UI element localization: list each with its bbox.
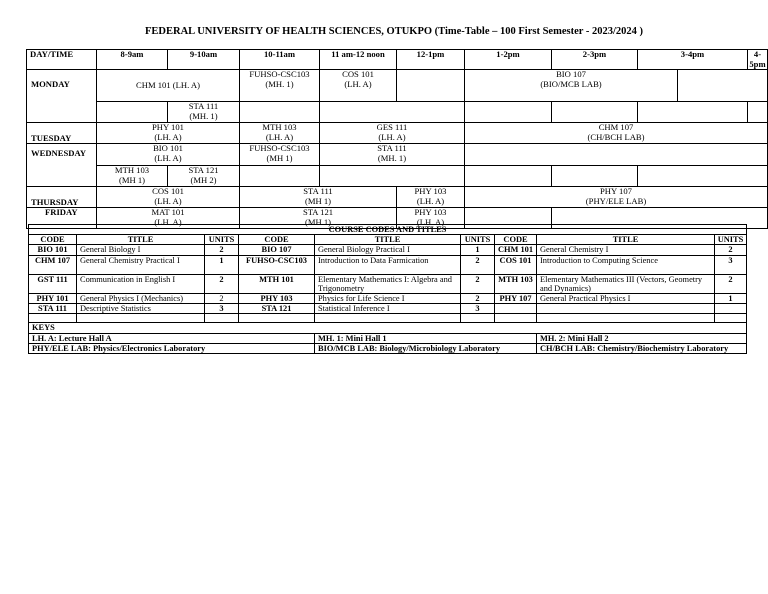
course-code: COS 101	[152, 186, 184, 197]
course-units: 1	[205, 255, 239, 274]
time-1-2pm: 1-2pm	[465, 50, 552, 70]
course-codes-heading: COURSE CODES AND TITLES	[29, 225, 747, 235]
course-title: General Chemistry I	[537, 245, 715, 255]
col-code: CODE	[29, 235, 77, 245]
course-units: 2	[715, 245, 747, 255]
course-code: FUHSO-CSC103	[239, 255, 315, 274]
empty-cell	[537, 314, 715, 323]
monday-row-1	[27, 70, 768, 102]
key-mh2: MH. 2: Mini Hall 2	[537, 333, 747, 343]
course-code: PHY 103	[414, 207, 447, 218]
course-code: COS 101	[495, 255, 537, 274]
course-title: Introduction to Data Farmication	[315, 255, 461, 274]
course-title: General Biology Practical I	[315, 245, 461, 255]
venue: (MH 1)	[118, 174, 146, 185]
time-10-11am: 10-11am	[240, 50, 320, 70]
course-code: PHY 103	[414, 186, 447, 197]
timetable	[26, 49, 768, 229]
slot-empty	[638, 166, 768, 187]
empty-cell	[315, 314, 461, 323]
key-mh1: MH. 1: Mini Hall 1	[315, 333, 537, 343]
slot-sta111	[168, 102, 240, 123]
course-units: 3	[205, 304, 239, 314]
slot-empty	[552, 166, 638, 187]
venue: (LH. A)	[378, 131, 406, 142]
venue: (MH. 1)	[189, 110, 218, 121]
slot-bio101	[97, 144, 240, 166]
col-title: TITLE	[537, 235, 715, 245]
slot-empty	[465, 102, 552, 123]
course-code: CHM 101	[495, 245, 537, 255]
course-title: Introduction to Computing Science	[537, 255, 715, 274]
day-monday: MONDAY	[27, 70, 97, 123]
slot-empty	[552, 102, 638, 123]
wednesday-row-2	[27, 166, 768, 187]
slot-ges111	[320, 123, 465, 144]
venue: (BIO/MCB LAB)	[540, 78, 602, 89]
course-code: PHY 101	[29, 294, 77, 304]
course-code: CHM 107	[29, 255, 77, 274]
col-title: TITLE	[77, 235, 205, 245]
time-12-1pm: 12-1pm	[397, 50, 465, 70]
course-code: STA 121	[239, 304, 315, 314]
slot-chm101: CHM 101 (LH. A)	[97, 70, 240, 102]
course-units: 2	[461, 255, 495, 274]
col-code: CODE	[495, 235, 537, 245]
empty-cell	[205, 314, 239, 323]
empty-cell	[77, 314, 205, 323]
course-code: STA 111	[29, 304, 77, 314]
course-code: GES 111	[376, 122, 408, 133]
course-units: 2	[205, 274, 239, 293]
course-title: General Chemistry Practical I	[77, 255, 205, 274]
course-code: BIO 107	[239, 245, 315, 255]
slot-phy103	[397, 187, 465, 208]
course-code	[495, 304, 537, 314]
key-lha: LH. A: Lecture Hall A	[29, 333, 315, 343]
time-3-4pm: 3-4pm	[638, 50, 748, 70]
slot-empty	[465, 166, 552, 187]
course-units: 2	[205, 245, 239, 255]
course-code: MTH 103	[114, 165, 150, 176]
course-code: GST 111	[29, 274, 77, 293]
slot-empty	[748, 102, 768, 123]
course-units: 3	[461, 304, 495, 314]
venue: (LH. A)	[416, 195, 445, 206]
slot-sta111	[320, 144, 465, 166]
course-units: 1	[715, 294, 747, 304]
slot-bio107	[465, 70, 678, 102]
time-2-3pm: 2-3pm	[552, 50, 638, 70]
col-units: UNITS	[715, 235, 747, 245]
course-units: 2	[461, 274, 495, 293]
time-4-5pm: 4-5pm	[749, 49, 766, 69]
course-code: PHY 107	[495, 294, 537, 304]
corner-label: DAY/TIME	[27, 50, 97, 70]
col-code: CODE	[239, 235, 315, 245]
table-row	[29, 304, 747, 314]
course-title: Communication in English I	[77, 274, 205, 293]
course-title: General Practical Physics I	[537, 294, 715, 304]
time-9-10am: 9-10am	[168, 50, 240, 70]
course-title: Physics for Life Science I	[315, 294, 461, 304]
table-row-empty	[29, 314, 747, 323]
venue: (LH. A)	[154, 195, 182, 206]
key-bio-lab: BIO/MCB LAB: Biology/Microbiology Laboratory	[315, 343, 537, 353]
slot-empty	[397, 70, 465, 102]
course-units: 3	[715, 255, 747, 274]
keys-row-2	[29, 343, 747, 353]
course-units: 1	[461, 245, 495, 255]
slot-empty	[97, 102, 168, 123]
course-units: 2	[715, 274, 747, 293]
venue: (PHY/ELE LAB)	[585, 195, 647, 206]
course-code: BIO 101	[29, 245, 77, 255]
wednesday-row-1	[27, 144, 768, 166]
course-units: 2	[205, 294, 239, 304]
venue: (MH 1)	[304, 195, 332, 206]
course-title	[537, 304, 715, 314]
course-code: MAT 101	[151, 207, 185, 218]
table-row	[29, 255, 747, 274]
keys-label: KEYS	[29, 323, 747, 333]
slot-cos101	[97, 187, 240, 208]
day-wednesday: WEDNESDAY	[27, 144, 97, 187]
slot-sta121	[168, 166, 240, 187]
slot-mth103	[97, 166, 168, 187]
day-thursday: THURSDAY	[27, 187, 97, 208]
course-code: STA 121	[302, 207, 334, 218]
day-tuesday: TUESDAY	[27, 123, 97, 144]
venue: (LH. A)	[154, 131, 182, 142]
course-code: MTH 103	[495, 274, 537, 293]
col-title: TITLE	[315, 235, 461, 245]
course-title: Descriptive Statistics	[77, 304, 205, 314]
time-8-9am: 8-9am	[97, 50, 168, 70]
tuesday-row	[27, 123, 768, 144]
empty-cell	[461, 314, 495, 323]
table-row	[29, 294, 747, 304]
course-code: STA 111	[188, 101, 219, 112]
slot-fuhso-csc103	[240, 70, 320, 102]
slot-empty	[465, 144, 768, 166]
monday-row-2	[27, 102, 768, 123]
slot-cos101	[320, 70, 397, 102]
venue: (CH/BCH LAB)	[587, 131, 645, 142]
day-friday: FRIDAY	[27, 208, 97, 229]
course-codes-header-row	[29, 235, 747, 245]
slot-empty	[678, 70, 768, 102]
document-title: FEDERAL UNIVERSITY OF HEALTH SCIENCES, OTUKPO (Time-Table – 100 First Semester - 2023/2024 )	[144, 26, 643, 37]
slot-empty	[320, 166, 465, 187]
timetable-header-row	[27, 50, 768, 70]
thursday-row	[27, 187, 768, 208]
empty-cell	[495, 314, 537, 323]
venue: (MH 1)	[266, 152, 293, 163]
col-units: UNITS	[461, 235, 495, 245]
course-title: General Biology I	[77, 245, 205, 255]
venue: (MH. 1)	[265, 78, 294, 89]
empty-cell	[715, 314, 747, 323]
course-title: Elementary Mathematics III (Vectors, Geometry and Dynamics)	[537, 274, 715, 293]
slot-empty	[240, 166, 320, 187]
course-code: STA 121	[188, 165, 219, 176]
keys-row-1	[29, 333, 747, 343]
slot-phy107	[465, 187, 768, 208]
course-code: COS 101	[342, 69, 374, 80]
keys-heading-row	[29, 323, 747, 333]
course-title: Elementary Mathematics I: Algebra and Trigonometry	[315, 274, 461, 293]
course-code: MTH 103	[262, 122, 297, 133]
course-code: PHY 103	[239, 294, 315, 304]
col-units: UNITS	[205, 235, 239, 245]
course-code: BIO 101	[153, 143, 183, 154]
empty-cell	[239, 314, 315, 323]
slot-mth103	[240, 123, 320, 144]
course-codes-table	[28, 224, 747, 354]
empty-cell	[29, 314, 77, 323]
slot-fuhso-csc103	[240, 144, 320, 166]
slot-sta111	[240, 187, 397, 208]
table-row	[29, 274, 747, 293]
venue: (LH. A)	[265, 131, 294, 142]
course-units: 2	[461, 294, 495, 304]
slot-chm107	[465, 123, 768, 144]
key-phy-lab: PHY/ELE LAB: Physics/Electronics Laboratory	[29, 343, 315, 353]
course-code: BIO 107	[556, 69, 586, 80]
slot-empty	[638, 102, 748, 123]
slot-empty	[320, 102, 465, 123]
key-ch-lab: CH/BCH LAB: Chemistry/Biochemistry Laboratory	[537, 343, 747, 353]
course-code: PHY 101	[152, 122, 184, 133]
course-title: General Physics I (Mechanics)	[77, 294, 205, 304]
time-11am-12noon: 11 am-12 noon	[320, 50, 397, 70]
course-title: Statistical Inference I	[315, 304, 461, 314]
table-row	[29, 245, 747, 255]
course-code: CHM 107	[598, 122, 634, 133]
venue: (LH. A)	[154, 216, 182, 227]
venue: (LH. A)	[344, 78, 372, 89]
course-code: MTH 101	[239, 274, 315, 293]
course-code: FUHSO-CSC103	[249, 69, 310, 80]
venue: (LH. A)	[416, 216, 445, 227]
course-code: FUHSO-CSC103	[249, 143, 310, 154]
venue: (LH. A)	[154, 152, 182, 163]
venue: (MH 1)	[304, 216, 332, 227]
slot-empty	[240, 102, 320, 123]
slot-phy101	[97, 123, 240, 144]
course-code: STA 111	[303, 186, 333, 197]
course-units	[715, 304, 747, 314]
course-codes-banner-row	[29, 225, 747, 235]
venue: (MH. 1)	[377, 152, 407, 163]
course-code: PHY 107	[600, 186, 632, 197]
course-code: STA 111	[377, 143, 407, 154]
venue: (MH 2)	[190, 174, 217, 185]
